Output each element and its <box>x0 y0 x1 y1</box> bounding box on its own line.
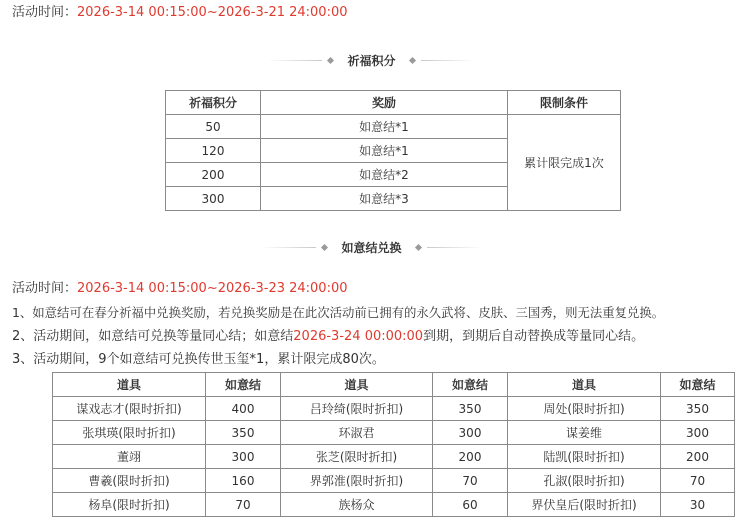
points-cell: 50 <box>166 115 261 139</box>
table-row <box>53 493 735 517</box>
header-cost: 如意结 <box>206 373 281 397</box>
item-cell: 张琪瑛(限时折扣) <box>53 421 206 445</box>
header-reward: 奖励 <box>261 91 508 115</box>
section2-title: 如意结兑换 <box>341 240 402 255</box>
cost-cell: 350 <box>206 421 281 445</box>
item-cell: 界伏皇后(限时折扣) <box>508 493 661 517</box>
item-cell: 周处(限时折扣) <box>508 397 661 421</box>
event2-time-value: 2026-3-14 00:15:00~2026-3-23 24:00:00 <box>77 281 348 296</box>
rule-2-text-end: 到期，到期后自动替换成等量同心结。 <box>423 329 645 344</box>
event1-time-value: 2026-3-14 00:15:00~2026-3-21 24:00:00 <box>77 5 348 20</box>
header-item: 道具 <box>281 373 433 397</box>
reward-cell: 如意结*3 <box>261 187 508 211</box>
table-header-row <box>53 373 735 397</box>
rule-2-date: 2026-3-24 00:00:00 <box>293 329 424 344</box>
rule-2 <box>12 328 644 346</box>
item-cell: 杨阜(限时折扣) <box>53 493 206 517</box>
item-cell: 吕玲绮(限时折扣) <box>281 397 433 421</box>
cost-cell: 30 <box>661 493 735 517</box>
event1-time-label: 活动时间： <box>12 5 78 20</box>
limit-cell: 累计限完成1次 <box>508 115 621 211</box>
points-cell: 300 <box>166 187 261 211</box>
item-cell: 族杨众 <box>281 493 433 517</box>
cost-cell: 300 <box>661 421 735 445</box>
section1-header <box>0 50 743 70</box>
cost-cell: 200 <box>433 445 508 469</box>
event1-time <box>12 4 348 22</box>
cost-cell: 200 <box>661 445 735 469</box>
table-row <box>53 397 735 421</box>
cost-cell: 70 <box>433 469 508 493</box>
item-cell: 董翊 <box>53 445 206 469</box>
rule-3: 3、活动期间，9个如意结可兑换传世玉玺*1，累计限完成80次。 <box>12 352 385 367</box>
cost-cell: 60 <box>433 493 508 517</box>
table-header-row <box>166 91 621 115</box>
item-cell: 谋戏志才(限时折扣) <box>53 397 206 421</box>
table-row <box>53 421 735 445</box>
item-cell: 界郭淮(限时折扣) <box>281 469 433 493</box>
event2-time-label: 活动时间： <box>12 281 78 296</box>
section2-header <box>0 237 743 257</box>
header-cost: 如意结 <box>661 373 735 397</box>
reward-cell: 如意结*2 <box>261 163 508 187</box>
cost-cell: 70 <box>661 469 735 493</box>
header-item: 道具 <box>53 373 206 397</box>
cost-cell: 400 <box>206 397 281 421</box>
cost-cell: 350 <box>433 397 508 421</box>
diamond-icon <box>408 56 415 63</box>
item-cell: 环淑君 <box>281 421 433 445</box>
item-cell: 张芝(限时折扣) <box>281 445 433 469</box>
diamond-icon <box>414 243 421 250</box>
cost-cell: 70 <box>206 493 281 517</box>
header-limit: 限制条件 <box>508 91 621 115</box>
table-row <box>53 469 735 493</box>
event2-time <box>12 280 348 298</box>
header-points: 祈福积分 <box>166 91 261 115</box>
table-row <box>53 445 735 469</box>
item-cell: 曹羲(限时折扣) <box>53 469 206 493</box>
item-cell: 陆凯(限时折扣) <box>508 445 661 469</box>
points-cell: 120 <box>166 139 261 163</box>
item-cell: 谋姜维 <box>508 421 661 445</box>
diamond-icon <box>327 56 334 63</box>
reward-cell: 如意结*1 <box>261 139 508 163</box>
cost-cell: 160 <box>206 469 281 493</box>
diamond-icon <box>321 243 328 250</box>
points-table <box>165 90 621 211</box>
points-cell: 200 <box>166 163 261 187</box>
section1-title: 祈福积分 <box>347 53 396 68</box>
rule-2-text: 2、活动期间，如意结可兑换等量同心结；如意结 <box>12 329 294 344</box>
cost-cell: 350 <box>661 397 735 421</box>
header-item: 道具 <box>508 373 661 397</box>
rule-1: 1、如意结可在春分祈福中兑换奖励，若兑换奖励是在此次活动前已拥有的永久武将、皮肤、三国秀，则无法重复兑换。 <box>12 305 665 320</box>
cost-cell: 300 <box>433 421 508 445</box>
cost-cell: 300 <box>206 445 281 469</box>
item-cell: 孔淑(限时折扣) <box>508 469 661 493</box>
exchange-table <box>52 372 735 517</box>
reward-cell: 如意结*1 <box>261 115 508 139</box>
header-cost: 如意结 <box>433 373 508 397</box>
table-row <box>166 115 621 139</box>
